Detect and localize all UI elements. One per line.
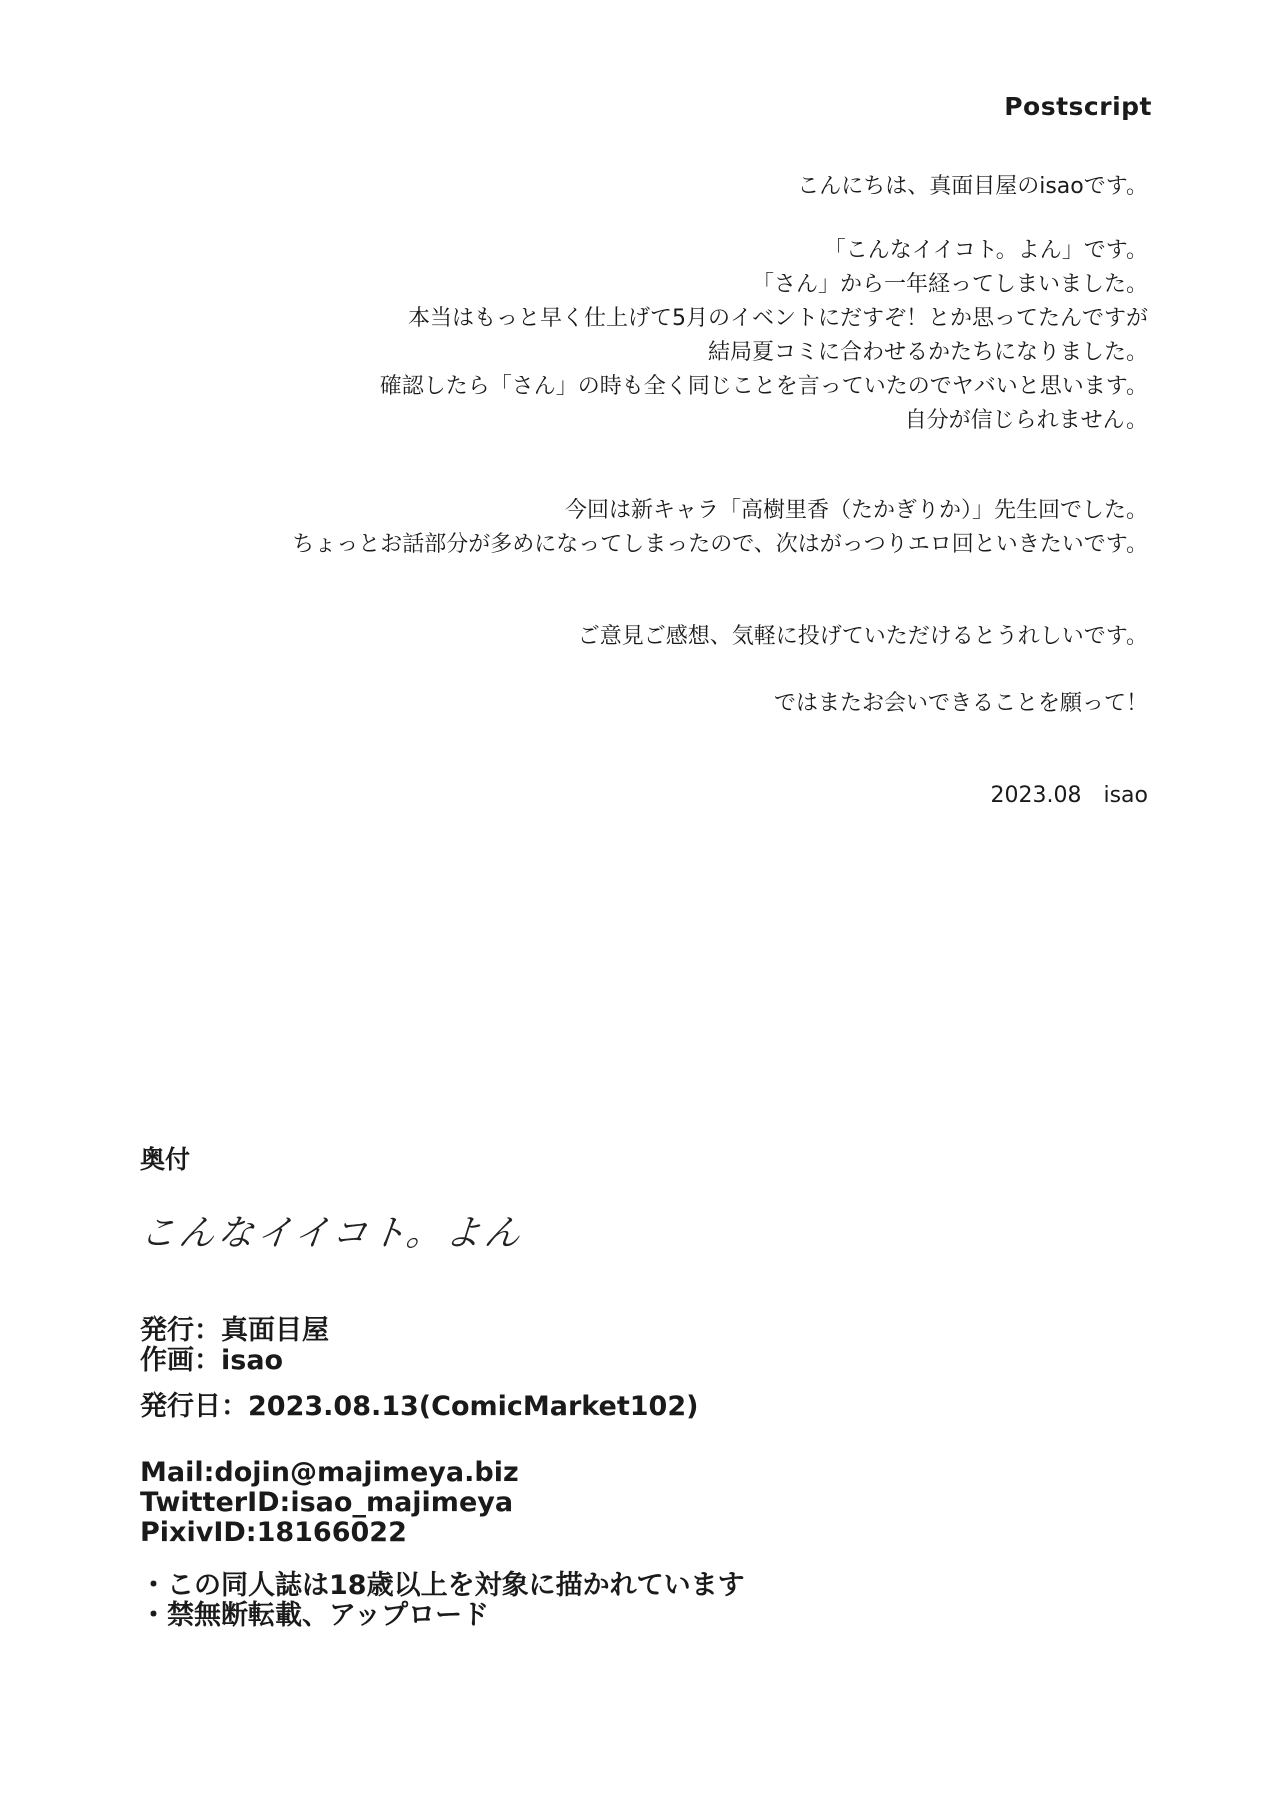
colophon-notices [140,1571,745,1631]
greeting-line: こんにちは、真面目屋のisaoです。 [797,174,1148,199]
pixiv-line: PixivID:18166022 [140,1517,407,1548]
twitter-line: TwitterID:isao_majimeya [140,1487,514,1518]
paragraph-line: 今回は新キャラ「高樹里香（たかぎりか）」先生回でした。 [564,498,1148,523]
paragraph-line: 確認したら「さん」の時も全く同じことを言っていたのでヤバいと思います。 [379,374,1148,399]
postscript-closing [774,687,1148,721]
paragraph-line: ちょっとお話部分が多めになってしまったので、次はがっつりエロ回といきたいです。 [292,532,1148,557]
paragraph-line: 自分が信じられません。 [904,408,1148,433]
colophon-date [140,1392,698,1422]
signature-line: 2023.08 isao [990,783,1148,808]
artist-line: 作画：isao [140,1345,284,1376]
closing-line: ではまたお会いできることを願って！ [773,691,1148,716]
paragraph-line: 「こんなイイコト。よん」です。 [823,238,1148,263]
postscript-title: Postscript [1004,92,1152,121]
notice-line: ・この同人誌は18歳以上を対象に描かれています [140,1570,745,1601]
notice-line: ・禁無断転載、アップロード [140,1600,490,1631]
feedback-line: ご意見ご感想、気軽に投げていただけるとうれしいです。 [577,624,1148,649]
postscript-feedback [578,620,1148,654]
postscript-paragraph-1 [380,234,1148,438]
colophon-contacts [140,1458,519,1548]
postscript-paragraph-2 [292,494,1148,562]
postscript-signature [991,779,1149,813]
paragraph-line: 本当はもっと早く仕上げて5月のイベントにだすぞ！とか思ってたんですが [408,306,1148,331]
paragraph-line: 「さん」から一年経ってしまいました。 [751,272,1148,297]
postscript-greeting [797,170,1148,204]
mail-line: Mail:dojin@majimeya.biz [140,1457,519,1488]
publisher-line: 発行：真面目屋 [140,1315,329,1346]
paragraph-line: 結局夏コミに合わせるかたちになりました。 [707,340,1148,365]
publish-date-line: 発行日：2023.08.13(ComicMarket102) [140,1391,699,1422]
colophon-title: 奥付 [140,1145,191,1174]
colophon-credits [140,1316,329,1376]
book-title-logo: こんなイイコト。よん [137,1213,526,1254]
